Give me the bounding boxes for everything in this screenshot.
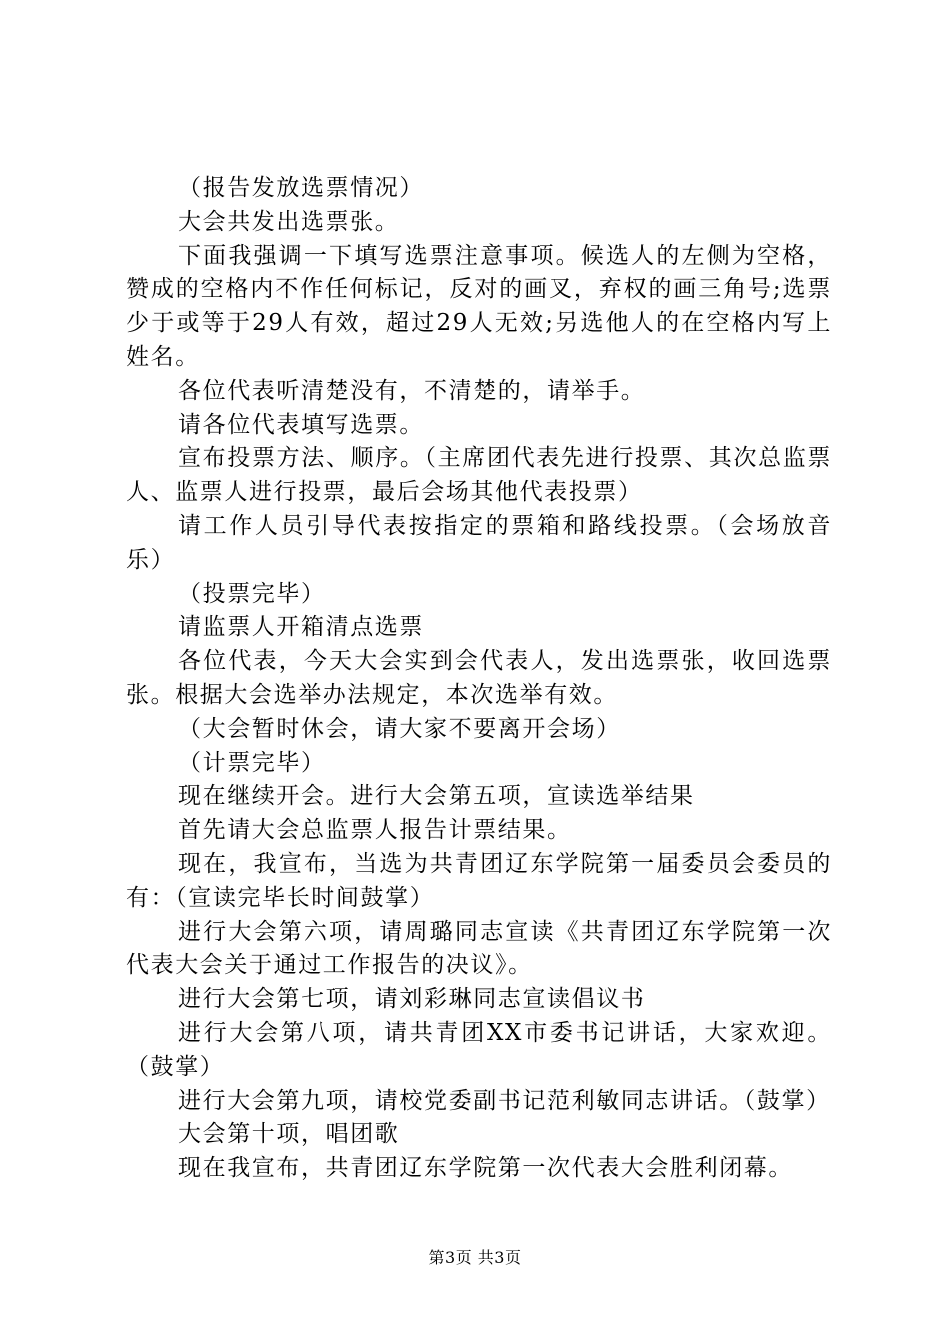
paragraph: （大会暂时休会，请大家不要离开会场） [178, 715, 621, 742]
paragraph: 请各位代表填写选票。 [178, 411, 424, 438]
paragraph: 大会共发出选票张。 [178, 208, 400, 235]
paragraph: 请工作人员引导代表按指定的票箱和路线投票。（会场放音乐） [126, 512, 832, 573]
paragraph: 请监票人开箱清点选票 [178, 614, 424, 641]
paragraph: 进行大会第七项，请刘彩琳同志宣读倡议书 [178, 986, 646, 1013]
paragraph: 下面我强调一下填写选票注意事项。候选人的左侧为空格，赞成的空格内不作任何标记，反对的画叉，弃权的画三角号;选票少于或等于29人有效，超过29人无效;另选他人的在空格内写上姓名。 [126, 242, 832, 370]
paragraph: 各位代表，今天大会实到会代表人，发出选票张，收回选票张。根据大会选举办法规定，本次选举有效。 [126, 648, 832, 708]
paragraph: 进行大会第九项，请校党委副书记范利敏同志讲话。（鼓掌） [178, 1087, 831, 1114]
paragraph: 进行大会第六项，请周璐同志宣读《共青团辽东学院第一次代表大会关于通过工作报告的决议》。 [126, 918, 832, 979]
paragraph: 现在继续开会。进行大会第五项，宣读选举结果 [178, 783, 695, 810]
document-body [126, 172, 832, 1186]
page-footer: 第3页 共3页 [428, 1248, 522, 1267]
paragraph: （报告发放选票情况） [178, 175, 424, 201]
paragraph: 现在我宣布，共青团辽东学院第一次代表大会胜利闭幕。 [178, 1155, 793, 1182]
paragraph: 进行大会第八项，请共青团XX市委书记讲话，大家欢迎。（鼓掌） [126, 1019, 832, 1080]
paragraph: 宣布投票方法、顺序。（主席团代表先进行投票、其次总监票人、监票人进行投票，最后会场其他代表投票） [126, 445, 832, 506]
paragraph: （计票完毕） [178, 749, 326, 776]
paragraph: （投票完毕） [178, 580, 326, 607]
paragraph: 各位代表听清楚没有，不清楚的，请举手。 [178, 377, 646, 404]
paragraph: 现在，我宣布，当选为共青团辽东学院第一届委员会委员的有：（宣读完毕长时间鼓掌） [126, 850, 832, 911]
paragraph: 大会第十项，唱团歌 [178, 1121, 400, 1148]
paragraph: 首先请大会总监票人报告计票结果。 [178, 817, 572, 844]
